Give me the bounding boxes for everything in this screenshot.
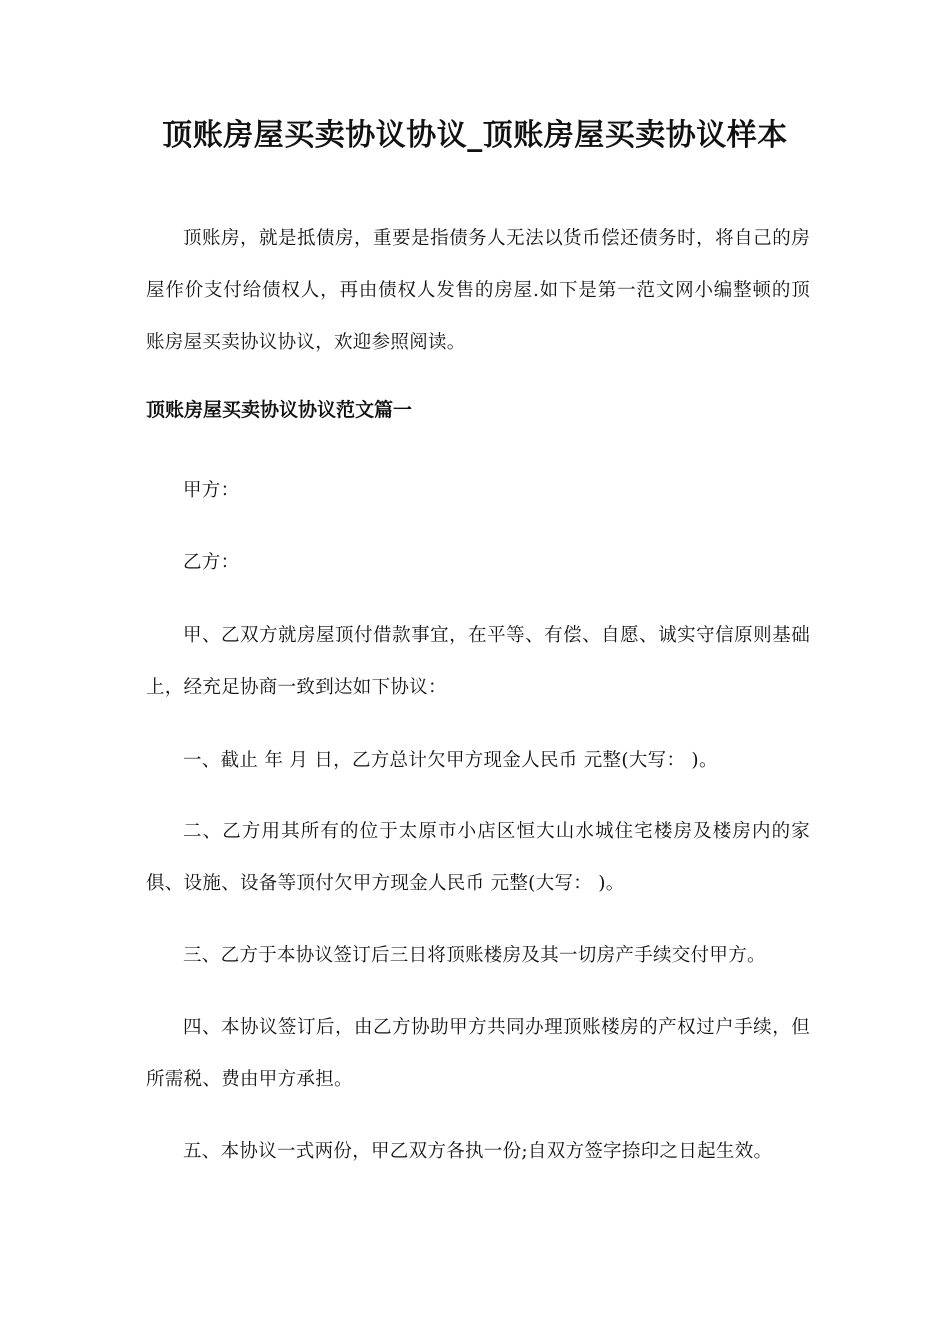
clause-4: 四、本协议签订后，由乙方协助甲方共同办理顶账楼房的产权过户手续，但所需税、费由甲方承担。 <box>146 1017 810 1090</box>
section-heading: 顶账房屋买卖协议协议范文篇一 <box>146 399 413 421</box>
clause-2: 二、乙方用其所有的位于太原市小店区恒大山水城住宅楼房及楼房内的家俱、设施、设备等顶付欠甲方现金人民币 元整(大写： )。 <box>146 821 810 894</box>
document-title: 顶账房屋买卖协议协议_顶账房屋买卖协议样本 <box>162 118 788 153</box>
party-a-line: 甲方： <box>183 480 240 501</box>
clause-5: 五、本协议一式两份，甲乙双方各执一份;自双方签字捺印之日起生效。 <box>183 1141 773 1162</box>
intro-paragraph: 顶账房，就是抵债房，重要是指债务人无法以货币偿还债务时，将自己的房屋作价支付给债权人，再由债权人发售的房屋.如下是第一范文网小编整顿的顶账房屋买卖协议协议，欢迎参照阅读。 <box>146 228 810 353</box>
clause-3: 三、乙方于本协议签订后三日将顶账楼房及其一切房产手续交付甲方。 <box>183 945 766 966</box>
preamble-paragraph: 甲、乙双方就房屋顶付借款事宜，在平等、有偿、自愿、诚实守信原则基础上，经充足协商一致到达如下协议： <box>146 625 810 698</box>
clause-1: 一、截止 年 月 日，乙方总计欠甲方现金人民币 元整(大写： )。 <box>183 750 718 771</box>
party-b-line: 乙方： <box>183 552 240 573</box>
